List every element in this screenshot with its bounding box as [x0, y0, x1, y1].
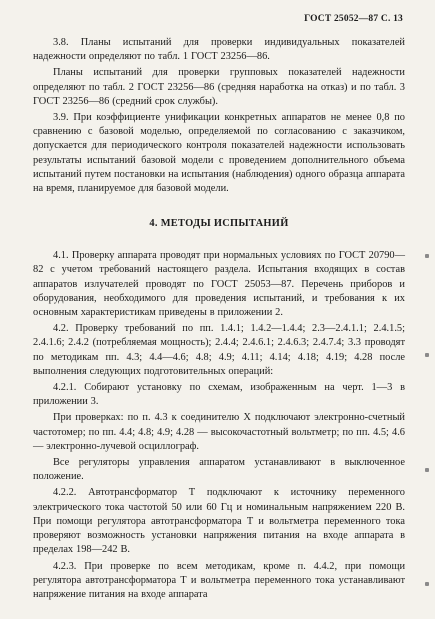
- paragraph-4-2-2: 4.2.2. Автотрансформатор Т подключают к источнику переменного электрического тока частотой 50 или 60 Гц и номинальным напряжением 220 В. При помощи регулятора автотрансформатора Т и вольтметра переменного тока проверяют возможность установки напряжения питания на входе аппарата в пределах 198—242 В.: [33, 487, 405, 556]
- paragraph-4-1: 4.1. Проверку аппарата проводят при нормальных условиях по ГОСТ 20790—82 с учетом требований настоящего раздела. Испытания входящих в состав аппаратов излучателей проводят по ГОСТ 25053—87. Перечень приборов и оборудования, необходимого для проведения испытаний, и требования к их основным характеристикам приведены в приложении 2.: [33, 250, 405, 319]
- paragraph-4-2-1: 4.2.1. Собирают установку по схемам, изображенным на черт. 1—3 в приложении 3.: [33, 382, 405, 408]
- margin-mark: [425, 582, 429, 586]
- paragraph-3-8-group: Планы испытаний для проверки групповых показателей надежности определяют по табл. 2 ГОСТ 23256—86 (средняя наработка на отказ) и по табл. 3 ГОСТ 23256—86 (средний срок службы).: [33, 67, 405, 107]
- page-header: ГОСТ 25052—87 С. 13: [304, 14, 403, 24]
- paragraph-regulators: Все регуляторы управления аппаратом устанавливают в выключенное положение.: [33, 457, 405, 483]
- paragraph-4-2: 4.2. Проверку требований по пп. 1.4.1; 1.4.2—1.4.4; 2.3—2.4.1.1; 2.4.1.5; 2.4.1.6; 2.4.2 (потребляемая мощность); 2.4.4; 2.4.6.1; 2.4.6.3; 2.4.7.4; 3.3 проводят по методикам пп. 4.3; 4.4—4.6; 4.8; 4.9; 4.11; 4.14; 4.18; 4.19; 4.28 после выполнения следующих подготовительных операций:: [33, 323, 405, 377]
- paragraph-4-2-3: 4.2.3. При проверке по всем методикам, кроме п. 4.4.2, при помощи регулятора автотрансформатора Т и вольтметра переменного тока устанавливают напряжение питания на входе аппарата: [33, 560, 405, 600]
- section-title: 4. МЕТОДЫ ИСПЫТАНИЙ: [149, 218, 289, 230]
- document-body: [33, 36, 405, 602]
- paragraph-checks: При проверках: по п. 4.3 к соединителю X подключают электронно-счетный частотомер; по пп. 4.4; 4.8; 4.9; 4.28 — высокочастотный вольтметр; по пп. 4.5; 4.6 — электронно-лучевой осциллограф.: [33, 412, 405, 452]
- margin-mark: [425, 353, 429, 357]
- paragraph-3-9: 3.9. При коэффициенте унификации конкретных аппаратов не менее 0,8 по сравнению с базовой моделью, определяемой по согласованию с заказчиком, допускается для периодического контроля показателей надежности использовать результаты испытаний базовой модели с проведением дополнительного объема испытаний путем постановки на испытания (наблюдения) одного образца аппарата на время, планируемое для базовой модели.: [33, 112, 405, 195]
- margin-mark: [425, 468, 429, 472]
- margin-mark: [425, 254, 429, 258]
- paragraph-3-8: 3.8. Планы испытаний для проверки индивидуальных показателей надежности определяют по табл. 1 ГОСТ 23256—86.: [33, 37, 405, 63]
